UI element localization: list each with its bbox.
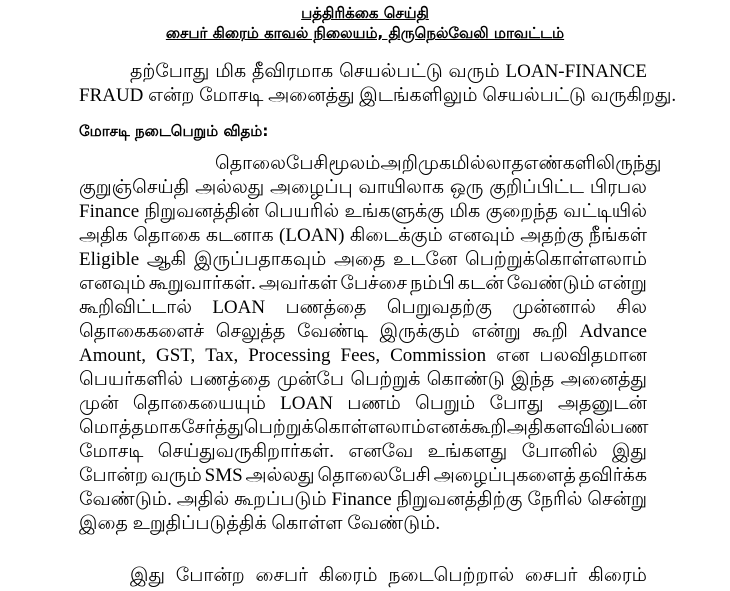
word: கிடைக்கும் bbox=[349, 225, 443, 246]
word: முன்னால் bbox=[512, 297, 596, 318]
press-release-subtitle: சைபர் கிரைம் காவல் நிலையம், திருநெல்வேலி மாவட்டம் bbox=[165, 24, 565, 42]
word: இருக்கும் bbox=[379, 321, 460, 342]
body-line bbox=[79, 321, 647, 343]
word: வரும் bbox=[150, 465, 202, 486]
word: எனவே bbox=[348, 441, 414, 462]
body-line bbox=[79, 393, 647, 415]
intro-line bbox=[130, 61, 647, 83]
body-line-words bbox=[79, 393, 647, 415]
word: குறிப்பிட்ட bbox=[489, 177, 585, 198]
word: கூறிவிட்டால் bbox=[79, 297, 192, 318]
word: Advance bbox=[579, 321, 647, 342]
body-line-words bbox=[79, 441, 647, 463]
word: அதில் bbox=[176, 489, 230, 510]
word: LOAN-FINANCE bbox=[505, 61, 647, 82]
word: இது bbox=[130, 565, 165, 586]
word: கூறுவார்கள். bbox=[148, 273, 256, 294]
word: அதிகளவில் bbox=[506, 417, 611, 438]
word: GST, bbox=[156, 345, 196, 366]
word: பணத்தை bbox=[189, 369, 271, 390]
word: சைபர் bbox=[255, 565, 309, 586]
intro-line-2: FRAUD என்ற மோசடி அனைத்து இடங்களிலும் செயல்பட்டு வருகிறது. bbox=[79, 85, 677, 106]
word: தவிர்க்க bbox=[578, 465, 647, 486]
word: தற்போது bbox=[130, 61, 210, 82]
word: சேர்த்து bbox=[181, 417, 244, 438]
word: அதனுடன் bbox=[557, 393, 647, 414]
body-line-words bbox=[79, 369, 647, 391]
word: இந்த bbox=[511, 369, 555, 390]
word: கொண்டு bbox=[426, 369, 505, 390]
word: நீங்கள் bbox=[588, 225, 647, 246]
word: தொகைகளைச் bbox=[79, 321, 205, 342]
press-release-title: பத்திரிக்கை செய்தி bbox=[301, 4, 429, 22]
word: பணம் bbox=[347, 393, 401, 414]
body-line bbox=[79, 465, 647, 487]
word: செய்துவருகிறார்கள். bbox=[157, 441, 334, 462]
body-line-words bbox=[215, 153, 662, 175]
word: செயல்பட்டு bbox=[339, 61, 443, 82]
word: போனில் bbox=[521, 441, 598, 462]
word: எனவும் bbox=[79, 273, 146, 294]
body-line-words bbox=[79, 273, 647, 295]
word: LOAN bbox=[280, 393, 333, 414]
word: நம்பி bbox=[410, 273, 455, 294]
word: பெயரில் bbox=[264, 201, 340, 222]
word: என bbox=[496, 345, 530, 366]
word: போது bbox=[489, 393, 544, 414]
body-line bbox=[79, 297, 647, 319]
word: உடனே bbox=[393, 249, 458, 270]
word: அவர்கள் bbox=[258, 273, 338, 294]
body-line bbox=[79, 489, 647, 511]
word: பணத்தை bbox=[285, 297, 367, 318]
word: ஒரு bbox=[449, 177, 484, 198]
word: மோசடி bbox=[79, 441, 144, 462]
word: உங்களுக்கு bbox=[344, 201, 445, 222]
word: Amount, bbox=[79, 345, 147, 366]
word: Eligible bbox=[79, 249, 140, 270]
word: இருப்பதாகவும் bbox=[194, 249, 327, 270]
word: குறுஞ்செய்தி bbox=[79, 177, 190, 198]
word: சில bbox=[616, 297, 647, 318]
word: மூலம் bbox=[328, 153, 381, 174]
word: அதை bbox=[333, 249, 386, 270]
word: SMS bbox=[204, 465, 243, 486]
word: அதற்கு bbox=[520, 225, 584, 246]
body-line bbox=[79, 225, 647, 247]
closing-line bbox=[130, 565, 647, 587]
word: என்று bbox=[471, 321, 521, 342]
word: பேச்சை bbox=[340, 273, 408, 294]
word: Tax, bbox=[205, 345, 239, 366]
word: அதிக bbox=[79, 225, 128, 246]
word: அனைத்து bbox=[560, 369, 647, 390]
body-line-words bbox=[79, 177, 647, 199]
body-line bbox=[79, 249, 647, 271]
body-line-words bbox=[79, 417, 647, 439]
word: கூறப்படும் bbox=[234, 489, 327, 510]
word: Commission bbox=[390, 345, 487, 366]
body-line-words bbox=[79, 321, 647, 343]
word: பிரபல bbox=[589, 177, 647, 198]
word: எனவும் bbox=[448, 225, 515, 246]
body-line-words bbox=[79, 345, 647, 367]
word: பெற்றுக்கொள்ளலாம் bbox=[243, 417, 426, 438]
body-line bbox=[79, 177, 647, 199]
section-heading: மோசடி நடைபெறும் விதம்: bbox=[79, 122, 269, 140]
word: வரும் bbox=[448, 61, 500, 82]
word: சென்று bbox=[587, 489, 647, 510]
body-line-words bbox=[79, 297, 647, 319]
word: மிக bbox=[215, 61, 247, 82]
word: (LOAN) bbox=[279, 225, 345, 246]
word: Finance bbox=[331, 489, 392, 510]
intro-line-1 bbox=[130, 61, 647, 83]
word: நிறுவனத்தின் bbox=[144, 201, 260, 222]
body-line-words bbox=[79, 201, 647, 223]
word: போன்ற bbox=[79, 465, 148, 486]
word: LOAN bbox=[212, 297, 266, 318]
word: பெறுவதற்கு bbox=[386, 297, 492, 318]
word: தொலைபேசி bbox=[215, 153, 329, 174]
word: பெற்றுக்கொள்ளலாம் bbox=[464, 249, 647, 270]
body-line-words bbox=[79, 465, 647, 487]
word: கிரைம் bbox=[588, 565, 647, 586]
word: எனக்கூறி bbox=[425, 417, 507, 438]
word: கடன் bbox=[457, 273, 504, 294]
word: செலுத்த bbox=[215, 321, 286, 342]
word: முன் bbox=[79, 393, 119, 414]
word: அல்லது bbox=[245, 465, 315, 486]
body-line bbox=[79, 273, 647, 295]
word: வேண்டும். bbox=[79, 489, 172, 510]
word: அல்லது bbox=[195, 177, 265, 198]
word: தீவிரமாக bbox=[251, 61, 334, 82]
word: வேண்டும் bbox=[506, 273, 595, 294]
word: என்று bbox=[597, 273, 647, 294]
word: முன்பே bbox=[276, 369, 345, 390]
word: நிறுவனத்திற்கு bbox=[396, 489, 523, 510]
word: சைபர் bbox=[524, 565, 578, 586]
word: பெற்றுக் bbox=[350, 369, 421, 390]
word: அறிமுகமில்லாத bbox=[380, 153, 524, 174]
word: நேரில் bbox=[527, 489, 583, 510]
body-line bbox=[79, 345, 647, 367]
closing-line-wrapper bbox=[130, 565, 647, 587]
word: அழைப்புகளைத் bbox=[433, 465, 576, 486]
body-line bbox=[79, 201, 647, 223]
body-line-words bbox=[79, 225, 647, 247]
word: கூறி bbox=[532, 321, 568, 342]
word: Processing bbox=[248, 345, 331, 366]
word: இது bbox=[612, 441, 647, 462]
word: நடைபெற்றால் bbox=[388, 565, 515, 586]
word: மிக bbox=[449, 201, 481, 222]
word: கிரைம் bbox=[318, 565, 378, 586]
body-line bbox=[79, 369, 647, 391]
body-line bbox=[79, 441, 647, 463]
word: Fees, bbox=[340, 345, 381, 366]
word: பெறும் bbox=[415, 393, 476, 414]
word: தொலைபேசி bbox=[317, 465, 431, 486]
body-line: இதை உறுதிப்படுத்திக் கொள்ள வேண்டும். bbox=[79, 513, 441, 534]
word: ஆகி bbox=[146, 249, 187, 270]
body-line bbox=[215, 153, 662, 175]
word: மொத்தமாக bbox=[79, 417, 182, 438]
word: Finance bbox=[79, 201, 140, 222]
word: பலவிதமான bbox=[539, 345, 647, 366]
word: வட்டியில் bbox=[563, 201, 647, 222]
word: தொகை bbox=[133, 225, 201, 246]
body-line bbox=[79, 417, 647, 439]
word: குறைந்த bbox=[485, 201, 558, 222]
word: பெயர்களில் bbox=[79, 369, 184, 390]
word: எண்களிலிருந்து bbox=[523, 153, 662, 174]
word: வேண்டி bbox=[296, 321, 368, 342]
word: உங்களது bbox=[427, 441, 508, 462]
word: கடனாக bbox=[205, 225, 274, 246]
word: பண bbox=[610, 417, 649, 438]
body-line-words bbox=[79, 249, 647, 271]
body-line-words bbox=[79, 489, 647, 511]
word: அழைப்பு bbox=[270, 177, 353, 198]
word: வாயிலாக bbox=[358, 177, 444, 198]
word: தொகையையும் bbox=[132, 393, 266, 414]
word: போன்ற bbox=[175, 565, 245, 586]
